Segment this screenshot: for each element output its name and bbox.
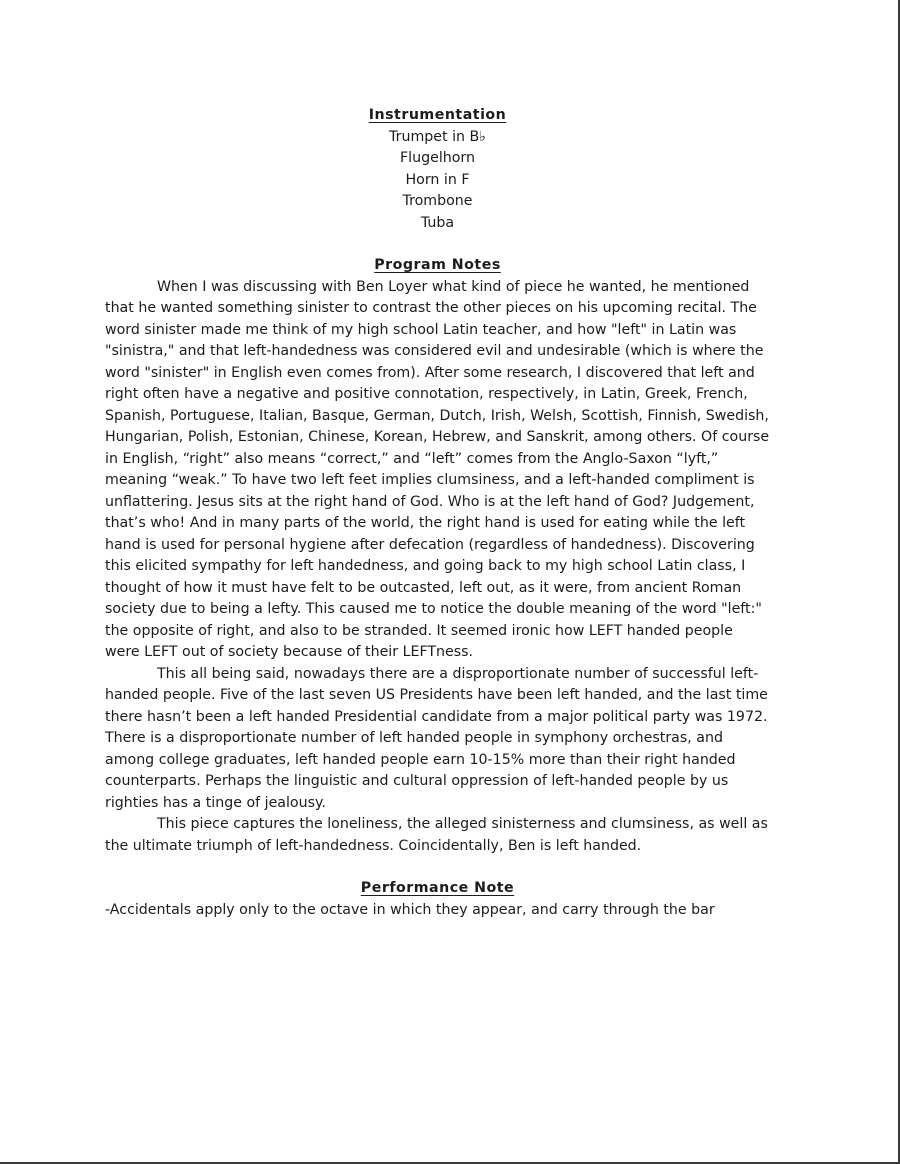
instrument-trumpet: Trumpet in B♭ bbox=[389, 128, 486, 145]
spacer bbox=[105, 857, 770, 878]
instrumentation-list bbox=[105, 127, 770, 235]
instrument-horn: Horn in F bbox=[405, 171, 470, 188]
program-notes-paragraph-3: This piece captures the loneliness, the alleged sinisterness and clumsiness, as well as the ultimate triumph of left-handedness. Coincidentally, Ben is left handed. bbox=[105, 816, 768, 854]
page-content bbox=[105, 105, 770, 921]
instrument-tuba: Tuba bbox=[420, 214, 455, 231]
performance-note-heading: Performance Note bbox=[360, 880, 515, 896]
spacer bbox=[105, 234, 770, 255]
instrumentation-heading: Instrumentation bbox=[368, 107, 507, 123]
program-notes-paragraph-1: When I was discussing with Ben Loyer what kind of piece he wanted, he mentioned that he wanted something sinister to contrast the other pieces on his upcoming recital. The word sinister made me think of my high school Latin teacher, and how "left" in Latin was "sinistra," and that left-handedness was considered evil and undesirable (which is where the word "sinister" in English even comes from). After some research, I discovered that left and right often have a negative and positive connotation, respectively, in Latin, Greek, French, Spanish, Portuguese, Italian, Basque, German, Dutch, Irish, Welsh, Scottish, Finnish, Swedish, Hungarian, Polish, Estonian, Chinese, Korean, Hebrew, and Sanskrit, among others. Of course in English, “right” also means “correct,” and “left” comes from the Anglo-Saxon “lyft,” meaning “weak.” To have two left feet implies clumsiness, and a left-handed compliment is unflattering. Jesus sits at the right hand of God. Who is at the left hand of God? Judgement, that’s who! And in many parts of the world, the right hand is used for eating while the left hand is used for personal hygiene after defecation (regardless of handedness). Discovering this elicited sympathy for left handedness, and going back to my high school Latin class, I thought of how it must have felt to be outcasted, left out, as it were, from ancient Roman society due to being a lefty. This caused me to notice the double meaning of the word "left:" the opposite of right, and also to be stranded. It seemed ironic how LEFT handed people were LEFT out of society because of their LEFTness. bbox=[105, 278, 770, 660]
program-notes-paragraph-2: This all being said, nowadays there are a disproportionate number of successful left-handed people. Five of the last seven US Presidents have been left handed, and the last time there hasn’t been a left handed Presidential candidate from a major political party was 1972. There is a disproportionate number of left handed people in symphony orchestras, and among college graduates, left handed people earn 10-15% more than their right handed counterparts. Perhaps the linguistic and cultural oppression of left-handed people by us righties has a tinge of jealousy. bbox=[105, 665, 768, 811]
instrument-trombone: Trombone bbox=[402, 193, 473, 209]
performance-note-text: -Accidentals apply only to the octave in which they appear, and carry through the bar bbox=[105, 901, 715, 918]
instrument-flugelhorn: Flugelhorn bbox=[399, 150, 476, 166]
program-notes-heading: Program Notes bbox=[374, 257, 501, 273]
